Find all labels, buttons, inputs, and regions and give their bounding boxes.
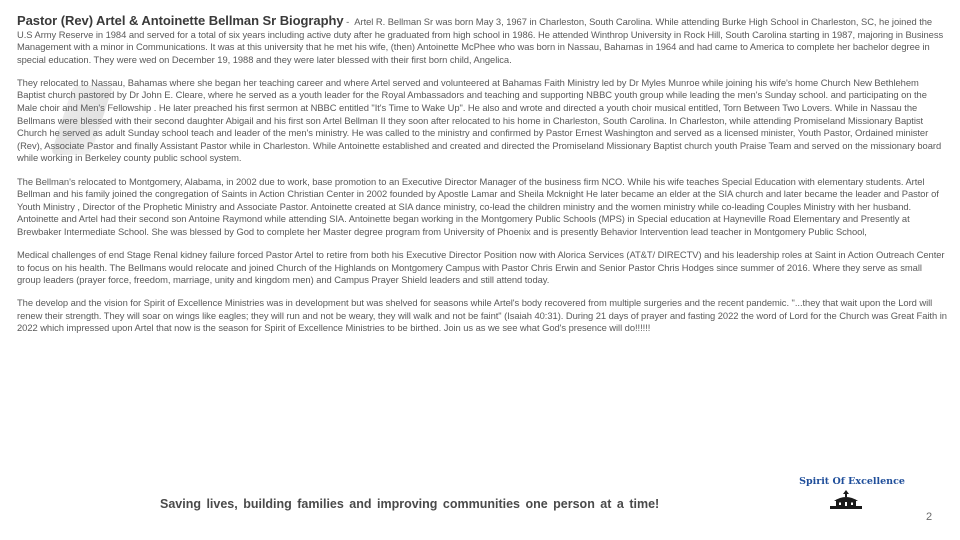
page-number: 2	[926, 511, 933, 523]
paragraph-3: The Bellman's relocated to Montgomery, Alabama, in 2002 due to work, base promotion to an Executive Director Manager of the business firm NCO. While his wife teaches Special Education with elementary students. Artel Bellman and his family joined the congregation of Saints in Action Christian Center in 2002 founded by Apostle Lamar and Sheila Mcknight He later became an elder at the SIA church and later became the leader and Pastor of Youth Ministry , Director of the Prophetic Ministry and Associate Pastor. Antoinette created at SIA dance ministry, co-lead the children ministry and the women ministry while co-leading Couples Ministry with her husband. Antoinette and Artel had their second son Antoine Raymond while attending SIA. Antoinette began working in the Montgomery Public Schools (MPS) in Special education at Hayneville Road Elementary and Presently at Brewbaker Intermediate School. She was blessed by God to complete her Master degree program from University of Phoenix and is presently Behavior Intervention lead teacher in Montgomery Public School,	[17, 175, 939, 237]
paragraph-5: The develop and the vision for Spirit of Excellence Ministries was in development but was shelved for seasons while Artel's body recovered from multiple surgeries and the recent pandemic. "...they that wait upon the Lord will renew their strength. They will soar on wings like eagles; they will run and not be weary, they will walk and not be faint" (Isaiah 40:31). During 21 days of prayer and fasting 2022 the word of Lord for the Church was Great Faith in 2022 which impressed upon Artel that now is the season for Spirit of Excellence Ministries to be birthed. Join us as we see what God's presence will do!!!!!!	[17, 297, 947, 334]
biography-text	[17, 15, 947, 346]
biography-title: Pastor (Rev) Artel & Antoinette Bellman Sr Biography	[17, 13, 344, 28]
paragraph-4: Medical challenges of end Stage Renal kidney failure forced Pastor Artel to retire from both his Executive Director Position now with Alorica Services (AT&T/ DIRECTV) and his leadership roles at Saint in Action Outreach Center to focus on his health. The Bellmans would relocate and joined Church of the Highlands on Montgomery Campus with Pastor Chris Erwin and Senior Pastor Chris Hodges since summer of 2016. Where they serve as small group leaders (prayer force, freedom, marriage, unity and kingdom men) and Campus Prayer Shield leaders and still attend today.	[17, 249, 945, 286]
spirit-of-excellence-logo	[782, 474, 922, 512]
title-separator: -	[343, 16, 350, 27]
paragraph-1-text: Artel R. Bellman Sr was born May 3, 1967 in Charleston, South Carolina. While attending Burke High School in Charleston, SC, he joined the U.S Army Reserve in 1984 and served for a total of six years including active duty after he graduated from high school in 1986. He attended Winthrop University in Rock Hill, South Carolina starting in 1987, majoring in Business Management with a minor in Communications. It was at this university that he met his wife, (then) Antoinette McPhee who was born in Nassau, Bahamas in 1964 and had came to America to complete her bachelor degree in special education. They were wed on December 19, 1988 and they were later blessed with their first born child, Angelica.	[17, 16, 944, 65]
paragraph-1	[17, 15, 947, 66]
church-icon	[826, 489, 866, 511]
tagline: Saving lives, building families and improving communities one person at a time!	[160, 497, 660, 511]
paragraph-2: They relocated to Nassau, Bahamas where she began her teaching career and where Artel served and volunteered at Bahamas Faith Ministry led by Dr Myles Munroe while joining his wife's home Church New Bethlehem Baptist church pastored by Dr John E. Cleare, where he served as a youth leader for the Royal Ambassadors and teaching and supporting NBBC youth group while leading the men's Sunday school. and participating on the Male choir and Men's Fellowship . He later preached his first sermon at NBBC entitled "It's Time to Wake Up". He also and wrote and directed a youth choir musical entitled, Torn Between Two Lovers. While in Nassau the Bellmans were blessed with their second daughter Abigail and his first son Artel Bellman II they soon after relocated to his home in Charleston, South Carolina. In Charleston, while attending Promiseland Missionary Baptist Church he served as adult Sunday school teach and leader of the men's ministry. He was called to the ministry and confirmed by Pastor Ernest Washington and served as a licensed minister, Youth Pastor, Ordained minister (Rev), Associate Pastor and finally Assistant Pastor while in Charleston. While Antoinette established and created and directed the Promiseland Missionary Baptist church youth Praise Team and served on the missionary board while working in Berkeley county public school system.	[17, 76, 942, 164]
logo-text: Spirit Of Excellence	[799, 476, 905, 487]
